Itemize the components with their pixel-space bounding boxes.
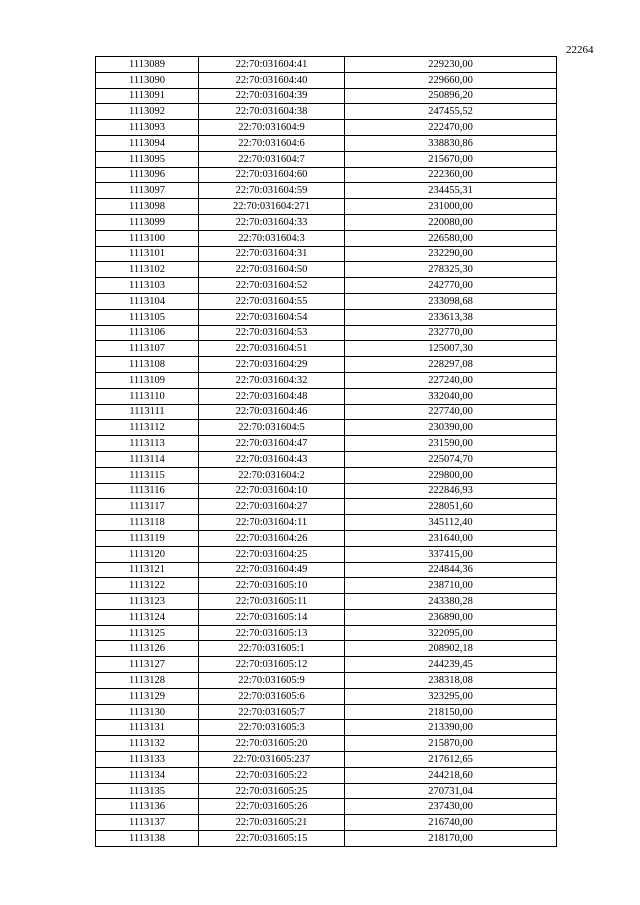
cadastral-number-cell: 22:70:031604:33	[199, 214, 345, 230]
cadastral-number-cell: 22:70:031605:12	[199, 657, 345, 673]
cadastral-number-cell: 22:70:031605:20	[199, 736, 345, 752]
cadastral-number-cell: 22:70:031604:5	[199, 420, 345, 436]
row-number-cell: 1113107	[96, 341, 199, 357]
row-number-cell: 1113096	[96, 167, 199, 183]
cadastral-number-cell: 22:70:031605:13	[199, 625, 345, 641]
cadastral-number-cell: 22:70:031604:60	[199, 167, 345, 183]
row-number-cell: 1113102	[96, 262, 199, 278]
table-row	[96, 530, 557, 546]
value-cell: 236890,00	[345, 609, 557, 625]
cadastral-number-cell: 22:70:031605:7	[199, 704, 345, 720]
cadastral-number-cell: 22:70:031604:3	[199, 230, 345, 246]
row-number-cell: 1113129	[96, 688, 199, 704]
value-cell: 230390,00	[345, 420, 557, 436]
table-row	[96, 199, 557, 215]
row-number-cell: 1113123	[96, 594, 199, 610]
value-cell: 247455,52	[345, 104, 557, 120]
table-row	[96, 578, 557, 594]
value-cell: 220080,00	[345, 214, 557, 230]
table-row	[96, 357, 557, 373]
row-number-cell: 1113099	[96, 214, 199, 230]
table-row	[96, 451, 557, 467]
value-cell: 337415,00	[345, 546, 557, 562]
value-cell: 224844,36	[345, 562, 557, 578]
value-cell: 232290,00	[345, 246, 557, 262]
table-row	[96, 293, 557, 309]
table-row	[96, 783, 557, 799]
cadastral-number-cell: 22:70:031605:15	[199, 831, 345, 847]
table-row	[96, 57, 557, 73]
row-number-cell: 1113095	[96, 151, 199, 167]
row-number-cell: 1113136	[96, 799, 199, 815]
table-row	[96, 625, 557, 641]
row-number-cell: 1113125	[96, 625, 199, 641]
row-number-cell: 1113089	[96, 57, 199, 73]
value-cell: 250896,20	[345, 88, 557, 104]
value-cell: 218150,00	[345, 704, 557, 720]
table-row	[96, 436, 557, 452]
row-number-cell: 1113110	[96, 388, 199, 404]
cadastral-number-cell: 22:70:031604:11	[199, 515, 345, 531]
value-cell: 345112,40	[345, 515, 557, 531]
row-number-cell: 1113094	[96, 135, 199, 151]
value-cell: 322095,00	[345, 625, 557, 641]
table-row	[96, 641, 557, 657]
table-row	[96, 673, 557, 689]
row-number-cell: 1113118	[96, 515, 199, 531]
row-number-cell: 1113109	[96, 372, 199, 388]
row-number-cell: 1113090	[96, 72, 199, 88]
row-number-cell: 1113130	[96, 704, 199, 720]
cadastral-number-cell: 22:70:031605:6	[199, 688, 345, 704]
row-number-cell: 1113093	[96, 120, 199, 136]
value-cell: 231000,00	[345, 199, 557, 215]
table-row	[96, 372, 557, 388]
value-cell: 242770,00	[345, 278, 557, 294]
row-number-cell: 1113103	[96, 278, 199, 294]
value-cell: 215670,00	[345, 151, 557, 167]
value-cell: 227240,00	[345, 372, 557, 388]
row-number-cell: 1113104	[96, 293, 199, 309]
table-row	[96, 609, 557, 625]
cadastral-number-cell: 22:70:031604:26	[199, 530, 345, 546]
row-number-cell: 1113126	[96, 641, 199, 657]
row-number-cell: 1113101	[96, 246, 199, 262]
value-cell: 217612,65	[345, 752, 557, 768]
cadastral-number-cell: 22:70:031604:51	[199, 341, 345, 357]
value-cell: 213390,00	[345, 720, 557, 736]
cadastral-number-cell: 22:70:031604:52	[199, 278, 345, 294]
cadastral-number-cell: 22:70:031604:53	[199, 325, 345, 341]
row-number-cell: 1113135	[96, 783, 199, 799]
cadastral-number-cell: 22:70:031605:1	[199, 641, 345, 657]
row-number-cell: 1113098	[96, 199, 199, 215]
table-row	[96, 515, 557, 531]
row-number-cell: 1113117	[96, 499, 199, 515]
value-cell: 222846,93	[345, 483, 557, 499]
cadastral-number-cell: 22:70:031604:10	[199, 483, 345, 499]
cadastral-number-cell: 22:70:031604:47	[199, 436, 345, 452]
cadastral-number-cell: 22:70:031604:2	[199, 467, 345, 483]
table-row	[96, 483, 557, 499]
cadastral-number-cell: 22:70:031604:27	[199, 499, 345, 515]
table-row	[96, 246, 557, 262]
cadastral-number-cell: 22:70:031605:21	[199, 815, 345, 831]
table-row	[96, 404, 557, 420]
value-cell: 215870,00	[345, 736, 557, 752]
table-row	[96, 151, 557, 167]
value-cell: 226580,00	[345, 230, 557, 246]
cadastral-number-cell: 22:70:031604:7	[199, 151, 345, 167]
table-row	[96, 704, 557, 720]
row-number-cell: 1113108	[96, 357, 199, 373]
table-row	[96, 325, 557, 341]
cadastral-number-cell: 22:70:031604:6	[199, 135, 345, 151]
value-cell: 229660,00	[345, 72, 557, 88]
value-cell: 228297,08	[345, 357, 557, 373]
table-row	[96, 831, 557, 847]
value-cell: 229800,00	[345, 467, 557, 483]
value-cell: 238318,08	[345, 673, 557, 689]
registry-table-body	[96, 57, 557, 847]
table-row	[96, 341, 557, 357]
row-number-cell: 1113092	[96, 104, 199, 120]
cadastral-number-cell: 22:70:031604:55	[199, 293, 345, 309]
row-number-cell: 1113119	[96, 530, 199, 546]
cadastral-number-cell: 22:70:031605:26	[199, 799, 345, 815]
table-row	[96, 420, 557, 436]
value-cell: 244218,60	[345, 767, 557, 783]
cadastral-number-cell: 22:70:031604:41	[199, 57, 345, 73]
cadastral-number-cell: 22:70:031605:9	[199, 673, 345, 689]
value-cell: 278325,30	[345, 262, 557, 278]
row-number-cell: 1113133	[96, 752, 199, 768]
table-row	[96, 388, 557, 404]
value-cell: 232770,00	[345, 325, 557, 341]
table-row	[96, 499, 557, 515]
page-number: 22264	[566, 44, 594, 56]
cadastral-number-cell: 22:70:031604:54	[199, 309, 345, 325]
value-cell: 234455,31	[345, 183, 557, 199]
table-row	[96, 815, 557, 831]
value-cell: 208902,18	[345, 641, 557, 657]
cadastral-number-cell: 22:70:031604:29	[199, 357, 345, 373]
value-cell: 216740,00	[345, 815, 557, 831]
row-number-cell: 1113114	[96, 451, 199, 467]
row-number-cell: 1113137	[96, 815, 199, 831]
table-row	[96, 167, 557, 183]
value-cell: 233613,38	[345, 309, 557, 325]
cadastral-number-cell: 22:70:031604:25	[199, 546, 345, 562]
row-number-cell: 1113106	[96, 325, 199, 341]
cadastral-number-cell: 22:70:031605:237	[199, 752, 345, 768]
table-row	[96, 104, 557, 120]
value-cell: 332040,00	[345, 388, 557, 404]
cadastral-number-cell: 22:70:031604:59	[199, 183, 345, 199]
value-cell: 125007,30	[345, 341, 557, 357]
cadastral-number-cell: 22:70:031604:31	[199, 246, 345, 262]
value-cell: 231640,00	[345, 530, 557, 546]
row-number-cell: 1113128	[96, 673, 199, 689]
table-row	[96, 546, 557, 562]
row-number-cell: 1113120	[96, 546, 199, 562]
row-number-cell: 1113100	[96, 230, 199, 246]
table-row	[96, 799, 557, 815]
table-row	[96, 688, 557, 704]
cadastral-number-cell: 22:70:031605:3	[199, 720, 345, 736]
value-cell: 270731,04	[345, 783, 557, 799]
row-number-cell: 1113134	[96, 767, 199, 783]
value-cell: 243380,28	[345, 594, 557, 610]
table-row	[96, 214, 557, 230]
cadastral-number-cell: 22:70:031604:48	[199, 388, 345, 404]
row-number-cell: 1113097	[96, 183, 199, 199]
row-number-cell: 1113091	[96, 88, 199, 104]
cadastral-number-cell: 22:70:031604:38	[199, 104, 345, 120]
table-row	[96, 135, 557, 151]
value-cell: 231590,00	[345, 436, 557, 452]
table-row	[96, 562, 557, 578]
value-cell: 222470,00	[345, 120, 557, 136]
table-row	[96, 594, 557, 610]
cadastral-number-cell: 22:70:031604:39	[199, 88, 345, 104]
value-cell: 338830,86	[345, 135, 557, 151]
cadastral-number-cell: 22:70:031605:10	[199, 578, 345, 594]
cadastral-number-cell: 22:70:031604:46	[199, 404, 345, 420]
row-number-cell: 1113121	[96, 562, 199, 578]
row-number-cell: 1113115	[96, 467, 199, 483]
cadastral-number-cell: 22:70:031605:14	[199, 609, 345, 625]
table-row	[96, 467, 557, 483]
cadastral-number-cell: 22:70:031604:50	[199, 262, 345, 278]
row-number-cell: 1113131	[96, 720, 199, 736]
value-cell: 222360,00	[345, 167, 557, 183]
cadastral-number-cell: 22:70:031604:49	[199, 562, 345, 578]
cadastral-number-cell: 22:70:031604:40	[199, 72, 345, 88]
row-number-cell: 1113112	[96, 420, 199, 436]
table-row	[96, 309, 557, 325]
value-cell: 238710,00	[345, 578, 557, 594]
value-cell: 237430,00	[345, 799, 557, 815]
row-number-cell: 1113124	[96, 609, 199, 625]
table-row	[96, 183, 557, 199]
table-row	[96, 720, 557, 736]
value-cell: 227740,00	[345, 404, 557, 420]
value-cell: 233098,68	[345, 293, 557, 309]
row-number-cell: 1113127	[96, 657, 199, 673]
cadastral-number-cell: 22:70:031604:32	[199, 372, 345, 388]
registry-table	[95, 56, 557, 847]
table-row	[96, 72, 557, 88]
row-number-cell: 1113111	[96, 404, 199, 420]
table-row	[96, 262, 557, 278]
row-number-cell: 1113116	[96, 483, 199, 499]
table-row	[96, 657, 557, 673]
row-number-cell: 1113122	[96, 578, 199, 594]
row-number-cell: 1113132	[96, 736, 199, 752]
cadastral-number-cell: 22:70:031605:11	[199, 594, 345, 610]
row-number-cell: 1113113	[96, 436, 199, 452]
table-row	[96, 767, 557, 783]
value-cell: 323295,00	[345, 688, 557, 704]
cadastral-number-cell: 22:70:031604:9	[199, 120, 345, 136]
row-number-cell: 1113138	[96, 831, 199, 847]
value-cell: 244239,45	[345, 657, 557, 673]
value-cell: 218170,00	[345, 831, 557, 847]
value-cell: 228051,60	[345, 499, 557, 515]
table-row	[96, 752, 557, 768]
table-row	[96, 278, 557, 294]
row-number-cell: 1113105	[96, 309, 199, 325]
table-row	[96, 120, 557, 136]
cadastral-number-cell: 22:70:031605:25	[199, 783, 345, 799]
table-row	[96, 88, 557, 104]
cadastral-number-cell: 22:70:031604:271	[199, 199, 345, 215]
table-row	[96, 230, 557, 246]
value-cell: 225074,70	[345, 451, 557, 467]
cadastral-number-cell: 22:70:031604:43	[199, 451, 345, 467]
value-cell: 229230,00	[345, 57, 557, 73]
table-row	[96, 736, 557, 752]
cadastral-number-cell: 22:70:031605:22	[199, 767, 345, 783]
